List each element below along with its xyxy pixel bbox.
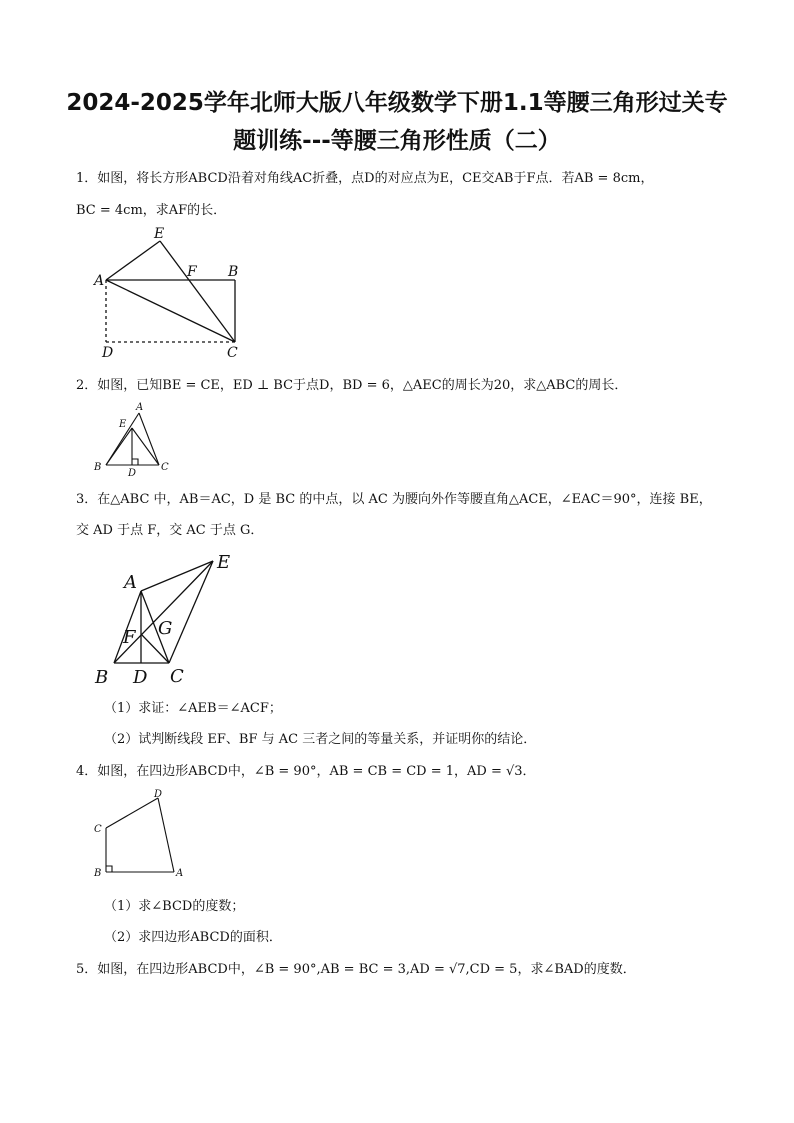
q3-label-b: B (95, 667, 109, 688)
q1-label-c: C (227, 345, 238, 361)
q1-segment-ac (106, 280, 235, 342)
q5-text-line-1: 5．如图，在四边形ABCD中，∠B = 90°,AB = BC = 3,AD = √7,CD = 5，求∠BAD的度数． (76, 962, 636, 977)
q4-label-c: C (94, 824, 102, 835)
q4-sub-item-1: （1）求∠BCD的度数； (104, 899, 245, 914)
q3-label-e: E (217, 552, 231, 573)
q4-label-b: B (94, 868, 102, 879)
q4-label-a: A (176, 868, 184, 879)
q2-label-d: D (128, 468, 137, 479)
q2-label-e: E (119, 419, 127, 430)
q1-label-a: A (94, 273, 105, 289)
q4-sub-item-2: （2）求四边形ABCD的面积． (104, 930, 282, 945)
q3-text-line-1: 3．在△ABC 中，AB＝AC，D 是 BC 的中点，以 AC 为腰向外作等腰直角△ACE，∠EAC＝90°，连接 BE， (76, 492, 712, 507)
q1-label-d: D (102, 345, 114, 361)
q3-segment-ae (141, 561, 213, 591)
q3-segment-ab (114, 591, 141, 663)
document-title-line-2: 题训练---等腰三角形性质（二） (233, 128, 561, 154)
q4-right-angle-mark (106, 866, 112, 872)
q2-text-line-1: 2．如图，已知BE = CE，ED ⊥ BC于点D，BD = 6，△AEC的周长为20，求△ABC的周长． (76, 378, 628, 393)
q1-label-b: B (228, 264, 239, 280)
q3-text-line-2: 交 AD 于点 F，交 AC 于点 G． (76, 523, 264, 538)
q3-label-d: D (133, 667, 148, 688)
q2-segment-ab (106, 413, 139, 465)
q1-label-f: F (187, 264, 197, 280)
q1-text-line-1: 1．如图，将长方形ABCD沿着对角线AC折叠，点D的对应点为E，CE交AB于F点．若AB = 8cm， (76, 171, 654, 186)
q3-label-g: G (158, 618, 173, 639)
q2-label-a: A (136, 402, 144, 413)
q3-segment-ce (169, 561, 213, 663)
q4-text-line-1: 4．如图，在四边形ABCD中，∠B = 90°，AB = CB = CD = 1，AD = √3． (76, 764, 536, 779)
q2-segment-ec (132, 428, 159, 465)
q3-sub-item-2: （2）试判断线段 EF、BF 与 AC 三者之间的等量关系，并证明你的结论． (104, 732, 537, 747)
q1-label-e: E (154, 226, 165, 242)
q2-label-c: C (161, 462, 169, 473)
q2-segment-be (106, 428, 132, 465)
q2-label-b: B (94, 462, 102, 473)
q3-segment-ac (141, 591, 169, 663)
q2-right-angle-mark (132, 459, 138, 465)
q2-segment-ac (139, 413, 159, 465)
q4-segment-da (158, 798, 174, 872)
q1-segment-ae (106, 241, 160, 280)
q4-segment-cd (106, 798, 158, 828)
q3-label-a: A (124, 572, 137, 593)
document-title-line-1: 2024-2025学年北师大版八年级数学下册1.1等腰三角形过关专 (66, 90, 728, 116)
q4-label-d: D (154, 789, 163, 800)
q3-label-c: C (170, 666, 184, 687)
q3-segment-be (114, 561, 213, 663)
q3-label-f: F (123, 627, 136, 648)
q3-sub-item-1: （1）求证：∠AEB＝∠ACF； (104, 701, 282, 716)
q3-segment-cf (141, 634, 169, 663)
q1-segment-ec (160, 241, 235, 342)
q1-text-line-2: BC = 4cm，求AF的长． (76, 203, 227, 218)
